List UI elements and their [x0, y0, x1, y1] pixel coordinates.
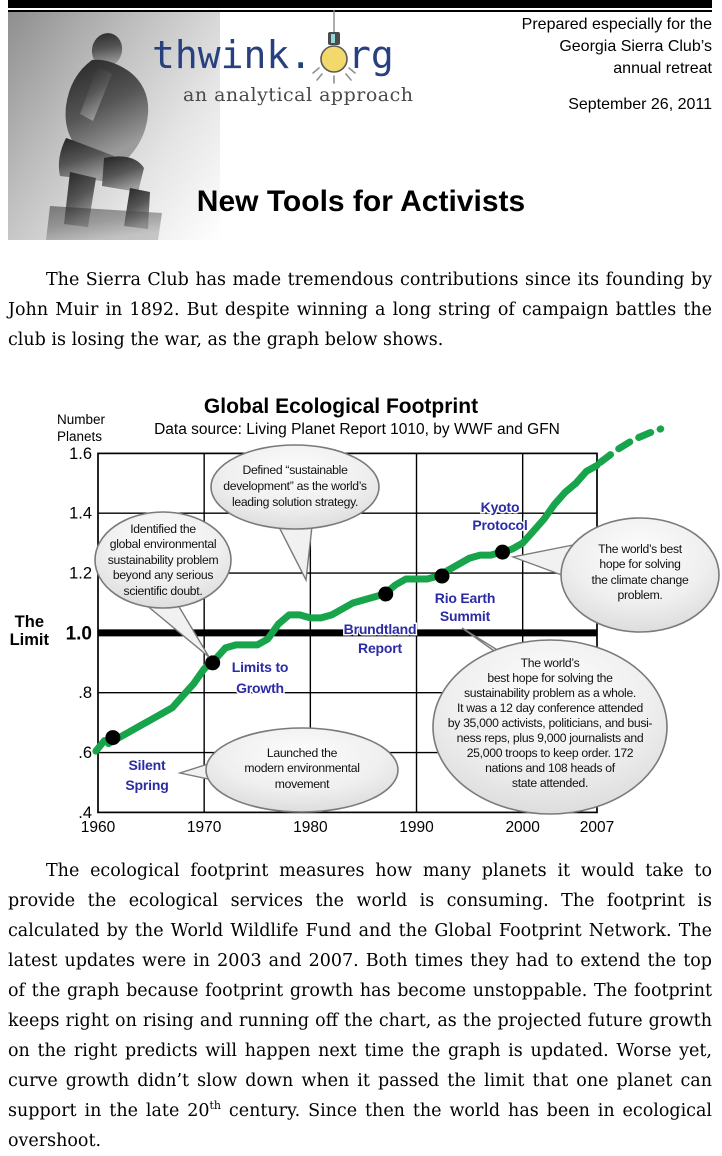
page-title: New Tools for Activists: [196, 185, 526, 218]
callout-text: development” as the world’s: [223, 479, 367, 493]
callout-text: hope for solving: [599, 557, 681, 571]
event-label-rio: Rio Earth: [434, 590, 496, 606]
callout-text: The world’s: [520, 656, 580, 670]
prepared-line: annual retreat: [613, 60, 712, 77]
y-tick-label: 1.0: [65, 623, 92, 645]
event-dot: [495, 545, 510, 560]
x-tick-label: 1960: [80, 819, 116, 836]
callout-text: The world’s best: [598, 542, 682, 556]
ecological-footprint-chart: [0, 385, 722, 853]
callout-text: nations and 108 heads of: [485, 761, 615, 775]
limit-label: Limit: [9, 631, 49, 649]
body-text: century. Since then the world has been in ecological overshoot.: [8, 1101, 713, 1151]
callout-text: leading solution strategy.: [231, 495, 359, 509]
callout-text: 25,000 troops to keep order. 172: [466, 746, 634, 760]
callout-text: It was a 12 day conference attended: [457, 701, 643, 715]
callout-text: beyond any serious: [112, 568, 214, 582]
callout-text: modern environmental: [244, 761, 360, 775]
prepared-line: Georgia Sierra Club’s: [559, 38, 712, 55]
x-tick-label: 2000: [505, 819, 540, 836]
event-label-brundtland: Brundtland: [343, 621, 417, 637]
logo-rg-text: rg: [348, 33, 394, 77]
x-tick-label: 2007: [579, 819, 615, 836]
event-label-limits-to-growth: Growth: [236, 680, 284, 696]
callout-kyoto: [513, 518, 719, 632]
callout-text: Defined “sustainable: [242, 463, 348, 477]
callout-text: by 35,000 activists, politicians, and busi-: [447, 716, 653, 730]
chart-subtitle: Data source: Living Planet Report 1010, by WWF and GFN: [154, 421, 560, 438]
event-label-rio: Summit: [439, 608, 491, 624]
event-label-brundtland: Report: [358, 640, 402, 656]
prepared-for-block: [522, 14, 712, 116]
callout-text: state attended.: [511, 776, 589, 790]
callout-text: Launched the: [266, 746, 338, 760]
callout-silent-spring: [180, 728, 398, 812]
callout-text: scientific doubt.: [123, 584, 203, 598]
logo-tagline: an analytical approach: [183, 84, 414, 106]
event-label-silent-spring: Silent: [128, 757, 166, 773]
callout-text: sustainability problem: [107, 553, 219, 567]
callout-text: movement: [274, 777, 330, 791]
top-bar: [8, 0, 712, 8]
logo-thwink-text: thwink.: [152, 33, 313, 77]
prepared-line: Prepared especially for the: [521, 16, 712, 33]
body-text: The ecological footprint measures how many planets it would take to provide the ecological services the world is consuming. The footprint is calculated by the World Wildlife Fund and the Global Footprint Network. The latest updates were in 2003 and 2007. Both times they had to extend the top of the graph because footprint growth has become unstoppable. The footprint keeps right on rising and running off the chart, as the projected future growth on the right predicts will happen next time the graph is updated. Worse yet, curve growth didn’t slow down when it passed the limit that one planet can support in the late 20: [8, 861, 712, 1121]
y-tick-label: .8: [78, 684, 92, 703]
event-dot: [434, 569, 449, 584]
intro-paragraph: The Sierra Club has made tremendous contributions since its founding by John Muir in 1892. But despite winning a long string of campaign battles the club is losing the war, as the graph below shows.: [8, 270, 712, 350]
y-axis-label: Planets: [57, 429, 103, 444]
y-tick-label: 1.4: [69, 504, 92, 523]
chart-title: Global Ecological Footprint: [203, 395, 479, 418]
event-dot: [105, 730, 120, 745]
callout-text: the climate change: [591, 573, 689, 587]
x-tick-label: 1970: [186, 819, 222, 836]
callout-text: global environmental: [109, 537, 217, 551]
callout-text: best hope for solving the: [487, 671, 613, 685]
y-tick-label: 1.2: [69, 564, 92, 583]
callout-text: problem.: [617, 588, 663, 602]
ordinal-superscript: th: [209, 1099, 222, 1113]
y-tick-label: .6: [78, 744, 92, 763]
callout-text: sustainability problem as a whole.: [463, 686, 637, 700]
y-tick-label: .4: [78, 803, 92, 822]
document-date: September 26, 2011: [568, 96, 712, 113]
event-label-limits-to-growth: Limits to: [231, 659, 289, 675]
callout-rio: [433, 628, 667, 814]
callout-text: ness reps, plus 9,000 journalists and: [456, 731, 644, 745]
y-tick-label: 1.6: [69, 444, 92, 463]
limit-label: The: [14, 613, 44, 631]
y-axis-label: Number: [57, 412, 106, 427]
x-tick-label: 1980: [293, 819, 328, 836]
body-paragraph: [8, 856, 712, 1156]
event-label-kyoto: Kyoto: [480, 499, 520, 515]
callout-text: Identified the: [130, 522, 196, 536]
callout-brundtland: [211, 445, 379, 580]
projection-dashed-curve: [600, 429, 661, 463]
event-dot: [378, 587, 393, 602]
event-label-kyoto: Protocol: [472, 517, 528, 533]
x-tick-label: 1990: [399, 819, 434, 836]
event-label-silent-spring: Spring: [125, 777, 169, 793]
event-dot: [205, 655, 220, 670]
